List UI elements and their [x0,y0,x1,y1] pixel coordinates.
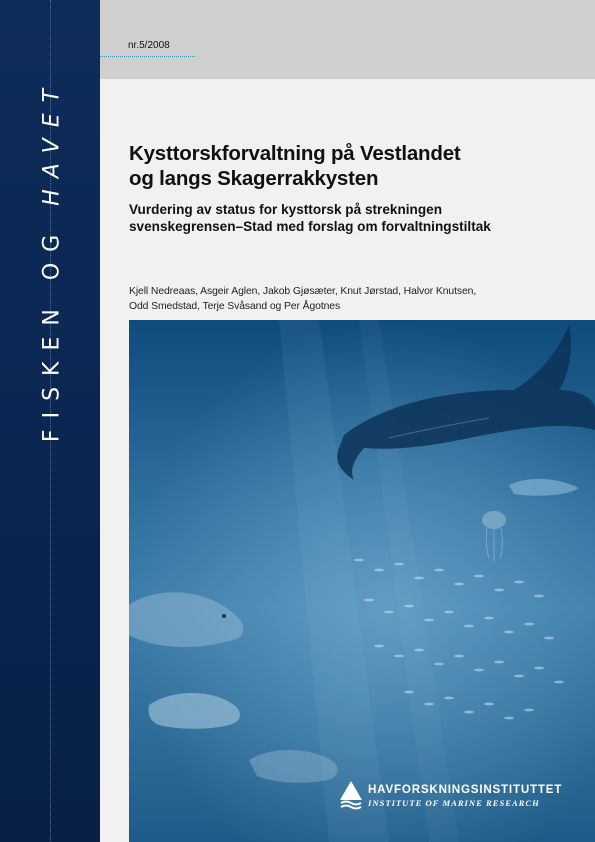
top-band [100,0,595,79]
publisher-name-english: INSTITUTE OF MARINE RESEARCH [368,798,540,808]
report-title-line2: og langs Skagerrakkysten [129,167,379,190]
series-title-part1: FISKEN OG [39,205,65,443]
report-subtitle-line1: Vurdering av status for kysttorsk på strekningen [129,202,442,217]
cover-illustration [129,320,595,842]
series-title-part2: HAVET [39,77,65,206]
institute-logo-icon [338,780,364,810]
issue-dotted-rule [100,56,195,57]
author-list-line2: Odd Smedstad, Terje Svåsand og Per Ågotnes [129,301,341,312]
whale-and-fish-illustration-icon [129,320,595,842]
issue-number: nr.5/2008 [128,40,170,51]
publisher-logo [338,780,568,814]
author-list-line1: Kjell Nedreaas, Asgeir Aglen, Jakob Gjøsæter, Knut Jørstad, Halvor Knutsen, [129,286,477,297]
author-list [129,284,569,314]
report-title-line1: Kysttorskforvaltning på Vestlandet [129,142,461,165]
report-title [129,141,569,191]
report-subtitle [129,201,569,235]
sidebar-band [0,0,100,842]
publisher-name: HAVFORSKNINGSINSTITUTTET [368,783,563,796]
series-title [40,78,65,442]
report-subtitle-line2: svenskegrensen–Stad med forslag om forvaltningstiltak [129,219,491,234]
